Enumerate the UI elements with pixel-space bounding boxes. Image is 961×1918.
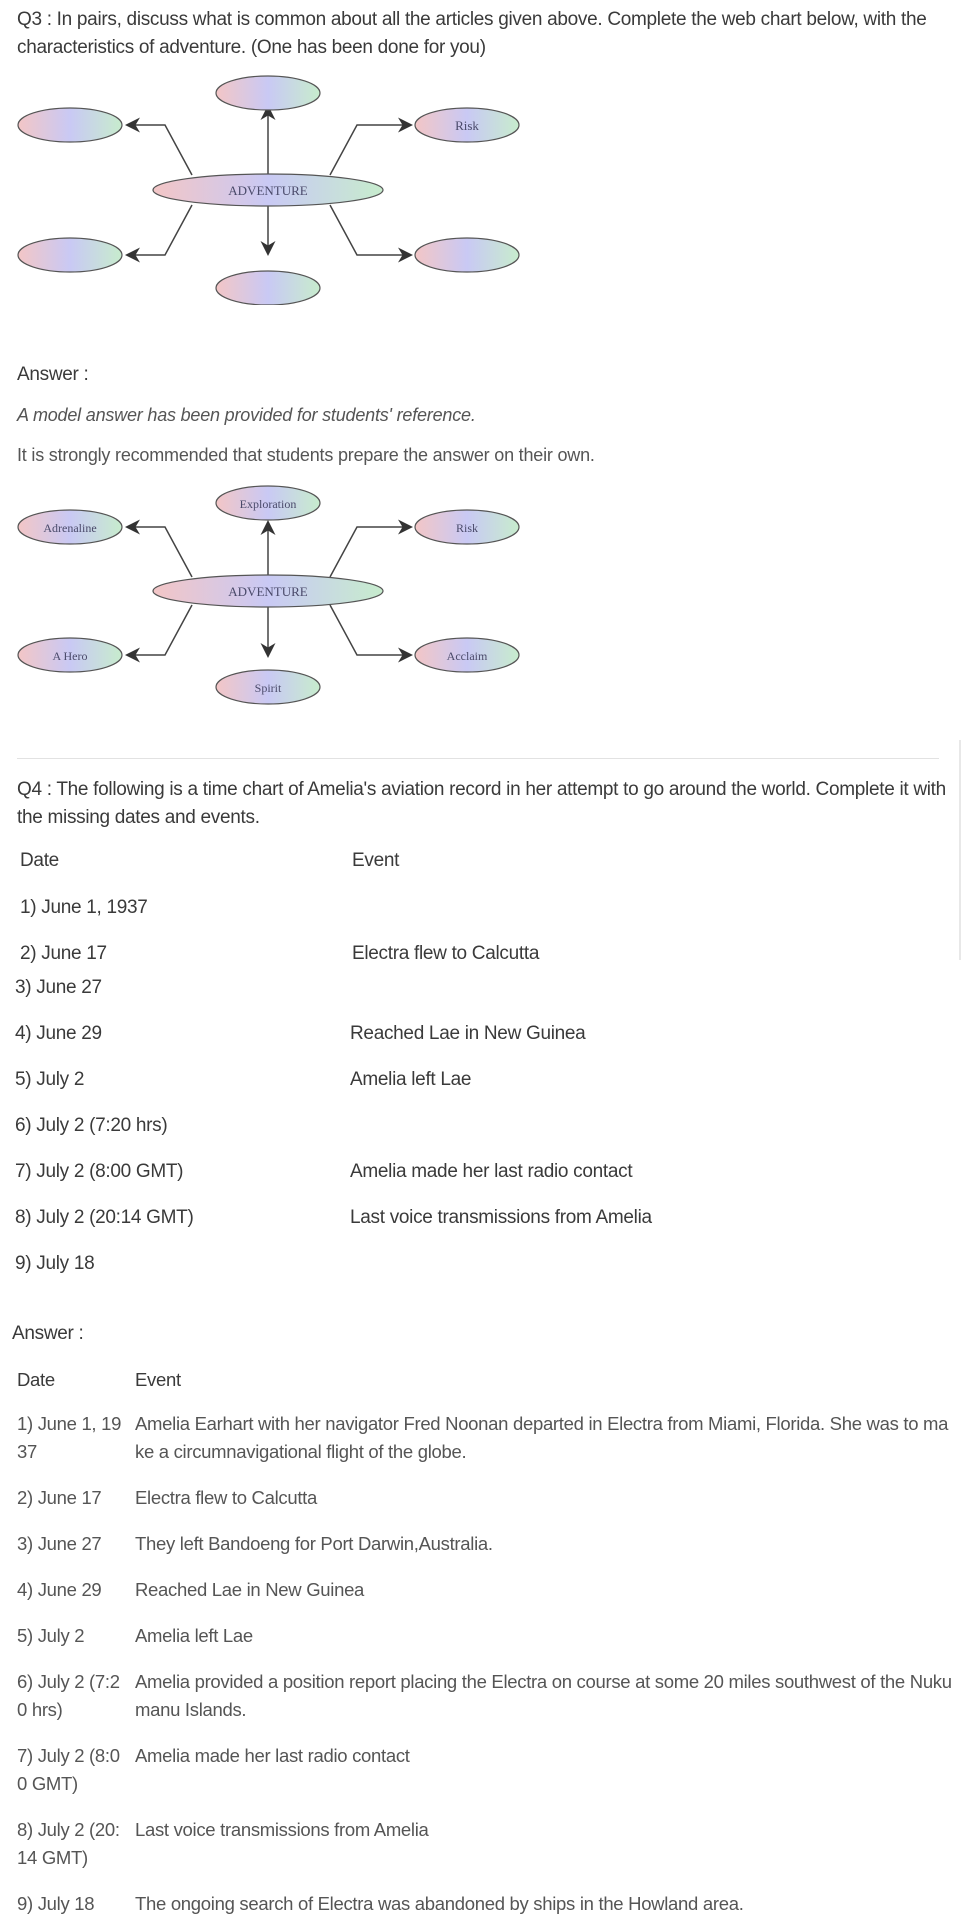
q3-node-bottom-right [415,238,519,272]
answer-node-top-right: Risk [455,521,479,535]
recommend-note: It is strongly recommended that students prepare the answer on their own. [17,445,595,465]
section-divider [17,758,939,759]
q3-web-chart [0,70,540,305]
q3-question: Q3 : In pairs, discuss what is common about all the articles given above. Complete the web chart below, with the characteristics of adventure. (One has been done for you) [17,9,927,58]
model-answer-note: A model answer has been provided for students' reference. [17,405,476,425]
answer-node-top-left: Adrenaline [43,521,97,535]
q3-top-right-label: Risk [455,118,479,133]
q3-node-top-left [18,108,122,142]
q3-node-bottom-left [18,238,122,272]
answer-node-center: ADVENTURE [228,584,308,599]
q4-header-date: Date [20,850,59,871]
q3-node-bottom [216,271,320,305]
q3-answer-label: Answer : [17,364,89,385]
q4-answer-header-date: Date [17,1369,55,1390]
answer-node-bottom-left: A Hero [52,649,88,663]
q3-center-label: ADVENTURE [228,183,308,198]
answer-node-top: Exploration [239,497,297,511]
q4-answer-label: Answer : [12,1323,84,1344]
q4-header-event: Event [352,850,400,871]
q3-node-top [216,76,320,110]
answer-node-bottom: Spirit [254,681,282,695]
q4-question: Q4 : The following is a time chart of Amelia's aviation record in her attempt to go around the world. Complete it with the missing dates and events. [17,779,946,828]
answer-node-bottom-right: Acclaim [446,649,488,663]
q3-answer-web-chart [0,485,540,710]
q4-answer-header-event: Event [135,1369,181,1390]
